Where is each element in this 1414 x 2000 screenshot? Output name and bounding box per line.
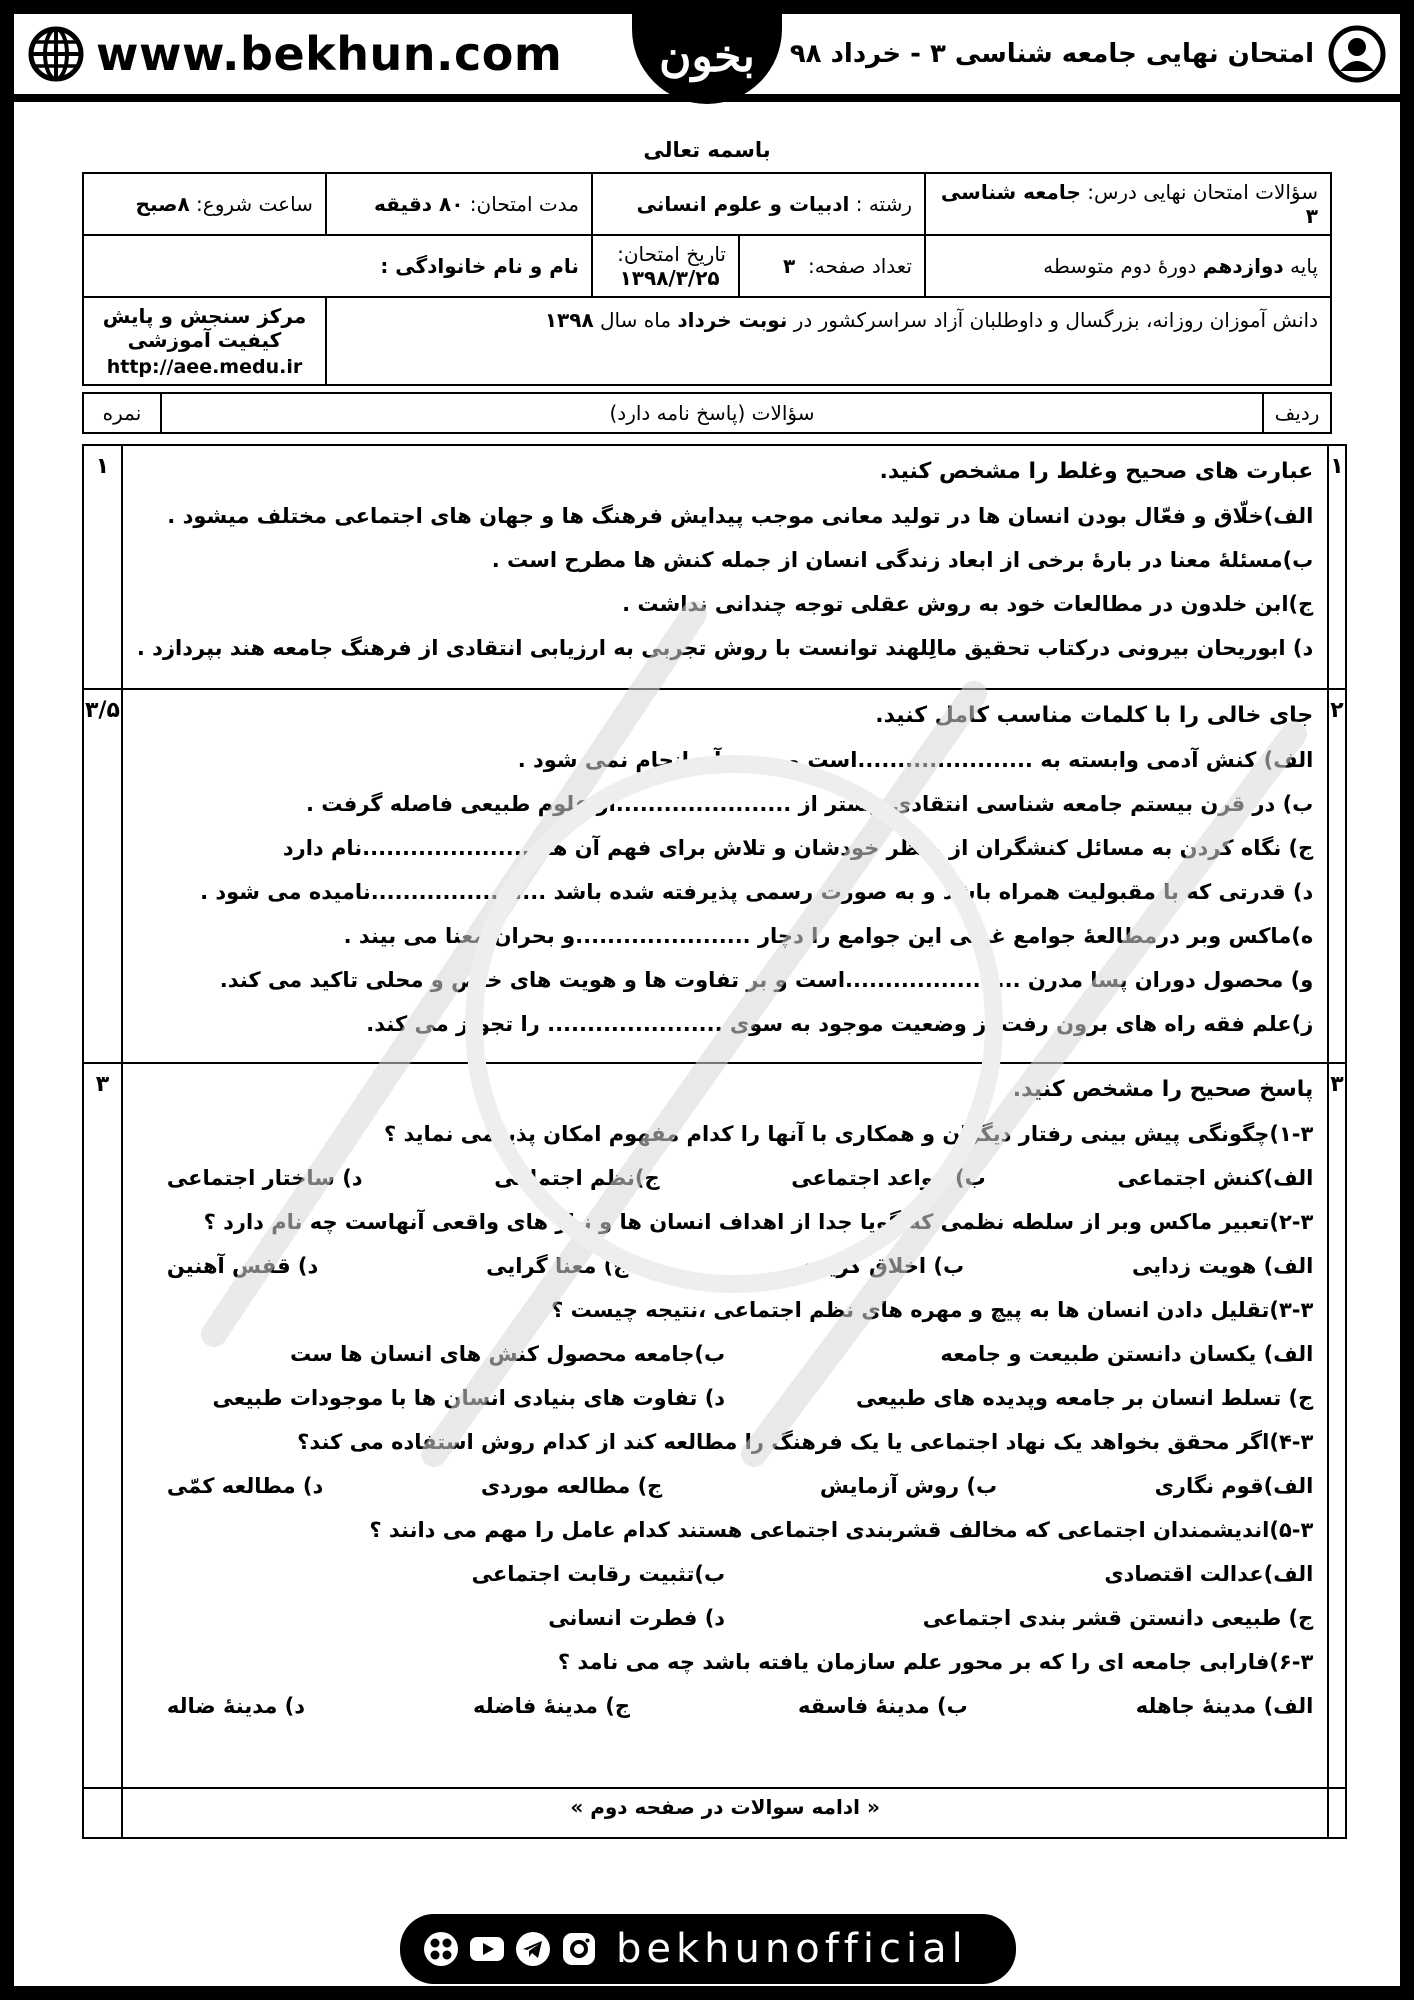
- social-handle[interactable]: bekhunofficial: [616, 1926, 968, 1972]
- aparat-icon[interactable]: [422, 1930, 460, 1968]
- pages-cell: [739, 235, 925, 297]
- question-body: [122, 1063, 1328, 1788]
- option[interactable]: ب) روش آزمایش: [819, 1474, 998, 1498]
- option[interactable]: د) مطالعه کمّی: [166, 1474, 324, 1498]
- continue-empty-cell: [83, 1788, 122, 1838]
- mc-options: [137, 1464, 1313, 1508]
- question-title: جای خالی را با کلمات مناسب کامل کنید.: [875, 703, 1314, 728]
- date-value: ۱۳۹۸/۳/۲۵: [619, 266, 720, 290]
- duration-label: مدت امتحان:: [469, 192, 579, 216]
- mc-question: ۲-۳)تعبیر ماکس وبر از سلطه نظمی که گویا جدا از اهداف انسان ها و نیاز های واقعی آنهاست چه نام دارد ؟: [203, 1210, 1314, 1234]
- telegram-icon[interactable]: [514, 1930, 552, 1968]
- start-label: ساعت شروع:: [196, 192, 313, 216]
- statement-line: ج)ابن خلدون در مطالعات خود به روش عقلی توجه چندانی نداشت .: [622, 592, 1314, 616]
- duration-cell: [326, 173, 592, 235]
- option[interactable]: د) مدینهٔ ضاله: [166, 1694, 306, 1718]
- center-cell: [83, 297, 326, 385]
- mc-options: [137, 1332, 1313, 1376]
- option[interactable]: ب)تثبیت رقابت اجتماعی: [471, 1562, 726, 1586]
- name-label: نام و نام خانوادگی :: [380, 254, 579, 278]
- start-value: ۸صبح: [135, 192, 190, 216]
- question-title: پاسخ صحیح را مشخص کنید.: [1012, 1077, 1314, 1102]
- option[interactable]: ج) مدینهٔ فاضله: [473, 1694, 630, 1718]
- option[interactable]: د) فطرت انسانی: [548, 1606, 726, 1630]
- option[interactable]: الف)کنش اجتماعی: [1117, 1166, 1314, 1190]
- statement-line: د) ابوریحان بیرونی درکتاب تحقیق مالِلهند توانست با روش تجربی به ارزیابی انتقادی از فرهنگ جامعه هند بپردازد .: [136, 636, 1314, 660]
- continue-empty-cell: [1328, 1788, 1345, 1838]
- question-title: عبارت های صحیح وغلط را مشخص کنید.: [879, 459, 1314, 484]
- question-body: [122, 445, 1328, 689]
- grade-cell: [925, 235, 1331, 297]
- year-text: ماه سال: [600, 308, 672, 332]
- question-body: [122, 689, 1328, 1063]
- option[interactable]: ب)جامعه محصول کنش های انسان ها ست: [289, 1342, 726, 1366]
- field-value: ادبیات و علوم انسانی: [636, 192, 850, 216]
- question-score: ۳: [83, 1063, 122, 1788]
- field-label: رشته :: [855, 192, 912, 216]
- students-cell: [326, 297, 1331, 385]
- mc-question: ۱-۳)چگونگی پیش بینی رفتار دیگران و همکاری با آنها را کدام مفهوم امکان پذیرمی نماید ؟: [383, 1122, 1314, 1146]
- center-url[interactable]: http://aee.medu.ir: [106, 356, 303, 378]
- center-name: مرکز سنجش و پایش کیفیت آموزشی: [102, 304, 307, 352]
- option[interactable]: ج)نظم اجتماعی: [494, 1166, 660, 1190]
- name-cell: [83, 235, 592, 297]
- course-cell: [925, 173, 1331, 235]
- exam-title-text: امتحان نهایی جامعه شناسی ۳ - خرداد ۹۸: [789, 39, 1314, 69]
- pages-value: ۳: [783, 254, 796, 278]
- basmala: باسمه تعالی: [643, 138, 771, 162]
- question-score: ۳/۵: [83, 689, 122, 1063]
- start-cell: [83, 173, 326, 235]
- mc-options: [137, 1684, 1313, 1728]
- questions-table: [82, 444, 1347, 1839]
- question-row: [83, 445, 1346, 689]
- youtube-icon[interactable]: [468, 1930, 506, 1968]
- option[interactable]: ج) طبیعی دانستن قشر بندی اجتماعی: [922, 1606, 1314, 1630]
- continue-row: [83, 1788, 1346, 1838]
- question-score: ۱: [83, 445, 122, 689]
- question-number: ۲: [1328, 689, 1345, 1063]
- question-row: [83, 1063, 1346, 1788]
- option[interactable]: د) قفس آهنین: [166, 1254, 319, 1278]
- continue-note: « ادامه سوالات در صفحه دوم »: [122, 1788, 1328, 1838]
- blank-line: ج) نگاه کردن به مسائل کنشگران از منظر خودشان و تلاش برای فهم آن ها ......................نام دارد: [282, 836, 1314, 860]
- course-label: سؤالات امتحان نهایی درس:: [1087, 180, 1318, 204]
- logo-mark: بخون: [659, 30, 755, 82]
- option[interactable]: ج) مطالعه موردی: [480, 1474, 663, 1498]
- option[interactable]: د) تفاوت های بنیادی انسان ها با موجودات طبیعی: [212, 1386, 726, 1410]
- option[interactable]: ج) تسلط انسان بر جامعه وپدیده های طبیعی: [856, 1386, 1314, 1410]
- mc-question: ۴-۳)اگر محقق بخواهد یک نهاد اجتماعی یا یک فرهنگ را مطالعه کند از کدام روش استفاده می کند؟: [297, 1430, 1314, 1454]
- blank-line: ز)علم فقه راه های برون رفت از وضعیت موجود به سوی ...................... را تجویز می کند.: [366, 1012, 1314, 1036]
- option[interactable]: الف) مدینهٔ جاهله: [1135, 1694, 1314, 1718]
- globe-icon: [28, 26, 84, 82]
- option[interactable]: د) ساختار اجتماعی: [166, 1166, 363, 1190]
- bekhun-logo: [632, 14, 782, 104]
- col-questions: سؤالات (پاسخ نامه دارد): [161, 393, 1263, 433]
- grade-value: دوازدهم: [1202, 254, 1284, 278]
- exam-info-table: [82, 172, 1332, 386]
- col-row: ردیف: [1263, 393, 1331, 433]
- option[interactable]: الف) هویت زدایی: [1131, 1254, 1314, 1278]
- column-header-table: [82, 392, 1332, 434]
- students-text: دانش آموزان روزانه، بزرگسال و داوطلبان آزاد سراسرکشور در: [793, 308, 1318, 332]
- pages-label: تعداد صفحه:: [807, 254, 912, 278]
- mc-options: [137, 1244, 1313, 1288]
- exam-page: [14, 14, 1400, 1986]
- mc-question: ۵-۳)اندیشمندان اجتماعی که مخالف قشربندی اجتماعی هستند کدام عامل را مهم می دانند ؟: [369, 1518, 1314, 1542]
- mc-options: [137, 1552, 1313, 1596]
- option[interactable]: ب) قواعد اجتماعی: [791, 1166, 986, 1190]
- mc-options: [137, 1596, 1313, 1640]
- statement-line: ب)مسئلهٔ معنا در بارهٔ برخی از ابعاد زندگی انسان از جمله کنش ها مطرح است .: [491, 548, 1314, 572]
- blank-line: ه)ماکس وبر درمطالعهٔ جوامع غربی این جوامع را دچار ......................و بحران معنا می بیند .: [343, 924, 1314, 948]
- site-url: www.bekhun.com: [96, 27, 563, 81]
- mc-question: ۶-۳)فارابی جامعه ای را که بر محور علم سازمان یافته باشد چه می نامد ؟: [557, 1650, 1314, 1674]
- field-cell: [592, 173, 925, 235]
- top-banner: [14, 14, 1400, 102]
- question-number: ۱: [1328, 445, 1345, 689]
- option[interactable]: الف)قوم نگاری: [1154, 1474, 1314, 1498]
- statement-line: الف)خلّاق و فعّال بودن انسان ها در تولید معانی موجب پیدایش فرهنگ ها و جهان های اجتماعی مختلف میشود .: [167, 504, 1314, 528]
- instagram-icon[interactable]: [560, 1930, 598, 1968]
- blank-line: ب) در قرن بیستم جامعه شناسی انتقادی بیشتر از ......................از علوم طبیعی فاصله گرفت .: [305, 792, 1314, 816]
- col-score: نمره: [83, 393, 161, 433]
- course-value: جامعه شناسی ۳: [940, 180, 1318, 228]
- social-footer: [400, 1914, 1016, 1984]
- round-value: نوبت خرداد: [677, 308, 788, 332]
- blank-line: الف) کنش آدمی وابسته به ......................است و بدون آن انجام نمی شود .: [517, 748, 1314, 772]
- duration-value: ۸۰ دقیقه: [374, 192, 464, 216]
- question-row: [83, 689, 1346, 1063]
- exam-title: [790, 26, 1386, 82]
- grade-suffix: دورهٔ دوم متوسطه: [1043, 254, 1197, 278]
- date-label: تاریخ امتحان:: [617, 242, 726, 266]
- mc-question: ۳-۳)تقلیل دادن انسان ها به پیچ و مهره های نظم اجتماعی ،نتیجه چیست ؟: [551, 1298, 1314, 1322]
- year-value: ۱۳۹۸: [544, 308, 594, 332]
- mc-options: [137, 1376, 1313, 1420]
- blank-line: د) قدرتی که با مقبولیت همراه باشد و به صورت رسمی پذیرفته شده باشد ......................نامیده می شود .: [200, 880, 1314, 904]
- user-icon: [1328, 25, 1386, 83]
- option[interactable]: ب) اخلاق گریزی: [796, 1254, 965, 1278]
- option[interactable]: الف) یکسان دانستن طبیعت و جامعه: [940, 1342, 1314, 1366]
- mc-options: [137, 1156, 1313, 1200]
- site-link[interactable]: [28, 26, 562, 82]
- option[interactable]: ب) مدینهٔ فاسقه: [797, 1694, 968, 1718]
- question-number: ۳: [1328, 1063, 1345, 1788]
- option[interactable]: ج) معنا گرایی: [486, 1254, 629, 1278]
- blank-line: و) محصول دوران پسا مدرن ......................است و بر تفاوت ها و هویت های خاص و محلی تاکید می کند.: [219, 968, 1314, 992]
- grade-label: پایه: [1290, 254, 1318, 278]
- date-cell: [592, 235, 739, 297]
- option[interactable]: الف)عدالت اقتصادی: [1104, 1562, 1314, 1586]
